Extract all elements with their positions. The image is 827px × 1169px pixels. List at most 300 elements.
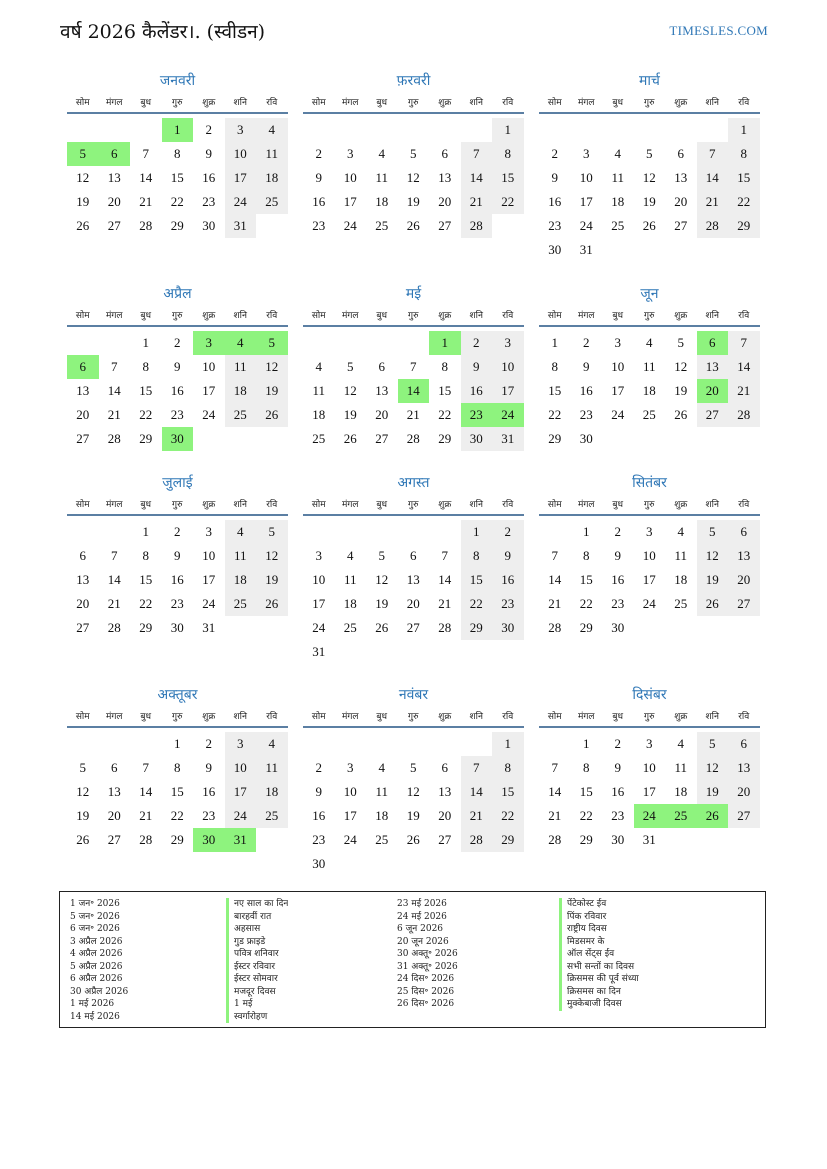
day-cell[interactable]: 20	[728, 780, 760, 804]
day-cell[interactable]: 9	[174, 359, 181, 374]
day-cell[interactable]: 29	[170, 218, 184, 233]
day-cell[interactable]: 23	[611, 808, 625, 823]
day-cell[interactable]: 19	[642, 194, 656, 209]
day-cell[interactable]: 26	[76, 832, 90, 847]
day-cell[interactable]: 29	[170, 832, 184, 847]
day-cell[interactable]: 11	[674, 760, 688, 775]
day-cell[interactable]: 27	[728, 804, 760, 828]
day-cell[interactable]: 23	[579, 407, 593, 422]
day-cell[interactable]: 7	[410, 359, 417, 374]
day-cell[interactable]: 31	[642, 832, 656, 847]
day-cell[interactable]: 6	[410, 548, 417, 563]
day-cell[interactable]: 2	[614, 524, 621, 539]
day-cell[interactable]: 11	[375, 784, 389, 799]
day-cell[interactable]: 21	[107, 596, 121, 611]
day-cell[interactable]: 29	[579, 620, 593, 635]
day-cell[interactable]: 24	[579, 218, 593, 233]
day-cell[interactable]: 4	[256, 732, 288, 756]
day-cell[interactable]: 27	[107, 832, 121, 847]
day-cell[interactable]: 12	[697, 544, 729, 568]
day-cell[interactable]: 27	[438, 832, 452, 847]
day-cell[interactable]: 22	[170, 808, 184, 823]
day-cell[interactable]: 18	[642, 383, 656, 398]
day-cell[interactable]: 12	[256, 355, 288, 379]
day-cell[interactable]: 26	[697, 804, 729, 828]
day-cell[interactable]: 21	[139, 194, 153, 209]
day-cell[interactable]: 18	[312, 407, 326, 422]
day-cell[interactable]: 25	[225, 592, 257, 616]
day-cell[interactable]: 25	[256, 804, 288, 828]
day-cell[interactable]: 24	[343, 832, 357, 847]
day-cell[interactable]: 7	[111, 359, 118, 374]
day-cell[interactable]: 22	[139, 407, 153, 422]
day-cell[interactable]: 17	[642, 784, 656, 799]
day-cell[interactable]: 26	[406, 832, 420, 847]
day-cell[interactable]: 9	[551, 170, 558, 185]
day-cell[interactable]: 2	[205, 736, 212, 751]
day-cell[interactable]: 11	[611, 170, 625, 185]
day-cell[interactable]: 11	[642, 359, 656, 374]
day-cell[interactable]: 8	[142, 548, 149, 563]
day-cell[interactable]: 2	[614, 736, 621, 751]
day-cell[interactable]: 9	[315, 784, 322, 799]
day-cell[interactable]: 11	[375, 170, 389, 185]
day-cell[interactable]: 31	[312, 644, 326, 659]
day-cell[interactable]: 7	[551, 548, 558, 563]
day-cell[interactable]: 10	[202, 548, 216, 563]
day-cell[interactable]: 26	[697, 592, 729, 616]
day-cell[interactable]: 9	[205, 760, 212, 775]
day-cell[interactable]: 16	[461, 379, 493, 403]
day-cell[interactable]: 19	[76, 194, 90, 209]
day-cell[interactable]: 17	[225, 166, 257, 190]
day-cell[interactable]: 15	[139, 572, 153, 587]
day-cell[interactable]: 5	[646, 146, 653, 161]
day-cell[interactable]: 15	[492, 780, 524, 804]
day-cell[interactable]: 12	[697, 756, 729, 780]
day-cell[interactable]: 13	[674, 170, 688, 185]
day-cell[interactable]: 30	[579, 431, 593, 446]
day-cell[interactable]: 25	[343, 620, 357, 635]
day-cell[interactable]: 25	[256, 190, 288, 214]
day-cell[interactable]: 26	[256, 403, 288, 427]
day-cell[interactable]: 29	[548, 431, 562, 446]
day-cell[interactable]: 15	[548, 383, 562, 398]
day-cell[interactable]: 11	[225, 544, 257, 568]
day-cell[interactable]: 8	[142, 359, 149, 374]
day-cell[interactable]: 23	[202, 808, 216, 823]
day-cell[interactable]: 3	[193, 331, 225, 355]
day-cell[interactable]: 13	[76, 572, 90, 587]
day-cell[interactable]: 15	[579, 572, 593, 587]
day-cell[interactable]: 2	[315, 760, 322, 775]
day-cell[interactable]: 22	[579, 808, 593, 823]
day-cell[interactable]: 13	[76, 383, 90, 398]
day-cell[interactable]: 6	[728, 520, 760, 544]
day-cell[interactable]: 25	[225, 403, 257, 427]
day-cell[interactable]: 28	[139, 218, 153, 233]
day-cell[interactable]: 4	[677, 524, 684, 539]
day-cell[interactable]: 10	[202, 359, 216, 374]
day-cell[interactable]: 3	[583, 146, 590, 161]
day-cell[interactable]: 14	[438, 572, 452, 587]
day-cell[interactable]: 1	[429, 331, 461, 355]
day-cell[interactable]: 30	[193, 828, 225, 852]
day-cell[interactable]: 25	[674, 596, 688, 611]
day-cell[interactable]: 14	[461, 166, 493, 190]
day-cell[interactable]: 19	[256, 379, 288, 403]
day-cell[interactable]: 4	[347, 548, 354, 563]
day-cell[interactable]: 1	[142, 335, 149, 350]
day-cell[interactable]: 5	[378, 548, 385, 563]
day-cell[interactable]: 14	[107, 383, 121, 398]
day-cell[interactable]: 13	[438, 784, 452, 799]
day-cell[interactable]: 8	[461, 544, 493, 568]
day-cell[interactable]: 19	[674, 383, 688, 398]
day-cell[interactable]: 16	[312, 808, 326, 823]
day-cell[interactable]: 25	[611, 218, 625, 233]
day-cell[interactable]: 10	[642, 548, 656, 563]
day-cell[interactable]: 29	[461, 616, 493, 640]
day-cell[interactable]: 2	[492, 520, 524, 544]
day-cell[interactable]: 1	[174, 736, 181, 751]
day-cell[interactable]: 17	[579, 194, 593, 209]
day-cell[interactable]: 13	[107, 170, 121, 185]
day-cell[interactable]: 10	[492, 355, 524, 379]
day-cell[interactable]: 18	[343, 596, 357, 611]
day-cell[interactable]: 2	[174, 335, 181, 350]
day-cell[interactable]: 4	[315, 359, 322, 374]
day-cell[interactable]: 19	[76, 808, 90, 823]
day-cell[interactable]: 21	[406, 407, 420, 422]
day-cell[interactable]: 14	[107, 572, 121, 587]
day-cell[interactable]: 21	[548, 808, 562, 823]
day-cell[interactable]: 1	[551, 335, 558, 350]
day-cell[interactable]: 30	[611, 620, 625, 635]
day-cell[interactable]: 7	[461, 756, 493, 780]
day-cell[interactable]: 21	[728, 379, 760, 403]
day-cell[interactable]: 17	[492, 379, 524, 403]
day-cell[interactable]: 3	[614, 335, 621, 350]
day-cell[interactable]: 20	[107, 194, 121, 209]
day-cell[interactable]: 7	[461, 142, 493, 166]
day-cell[interactable]: 13	[438, 170, 452, 185]
day-cell[interactable]: 20	[438, 808, 452, 823]
day-cell[interactable]: 23	[461, 403, 493, 427]
day-cell[interactable]: 19	[406, 194, 420, 209]
day-cell[interactable]: 18	[256, 166, 288, 190]
day-cell[interactable]: 12	[375, 572, 389, 587]
day-cell[interactable]: 27	[674, 218, 688, 233]
day-cell[interactable]: 22	[438, 407, 452, 422]
day-cell[interactable]: 8	[492, 756, 524, 780]
day-cell[interactable]: 22	[548, 407, 562, 422]
day-cell[interactable]: 29	[438, 431, 452, 446]
day-cell[interactable]: 10	[225, 142, 257, 166]
day-cell[interactable]: 3	[347, 146, 354, 161]
day-cell[interactable]: 15	[170, 170, 184, 185]
day-cell[interactable]: 21	[107, 407, 121, 422]
day-cell[interactable]: 4	[614, 146, 621, 161]
day-cell[interactable]: 31	[225, 214, 257, 238]
day-cell[interactable]: 16	[170, 383, 184, 398]
day-cell[interactable]: 23	[548, 218, 562, 233]
day-cell[interactable]: 9	[315, 170, 322, 185]
day-cell[interactable]: 2	[205, 122, 212, 137]
day-cell[interactable]: 28	[461, 214, 493, 238]
day-cell[interactable]: 30	[312, 856, 326, 871]
day-cell[interactable]: 10	[225, 756, 257, 780]
day-cell[interactable]: 27	[375, 431, 389, 446]
day-cell[interactable]: 26	[674, 407, 688, 422]
day-cell[interactable]: 5	[256, 520, 288, 544]
day-cell[interactable]: 10	[642, 760, 656, 775]
day-cell[interactable]: 23	[611, 596, 625, 611]
day-cell[interactable]: 27	[107, 218, 121, 233]
day-cell[interactable]: 25	[375, 218, 389, 233]
day-cell[interactable]: 9	[205, 146, 212, 161]
day-cell[interactable]: 16	[312, 194, 326, 209]
day-cell[interactable]: 11	[343, 572, 357, 587]
day-cell[interactable]: 14	[139, 170, 153, 185]
day-cell[interactable]: 10	[343, 784, 357, 799]
day-cell[interactable]: 8	[583, 760, 590, 775]
day-cell[interactable]: 20	[76, 407, 90, 422]
day-cell[interactable]: 14	[461, 780, 493, 804]
day-cell[interactable]: 18	[674, 784, 688, 799]
day-cell[interactable]: 30	[461, 427, 493, 451]
day-cell[interactable]: 28	[548, 620, 562, 635]
day-cell[interactable]: 23	[492, 592, 524, 616]
day-cell[interactable]: 3	[347, 760, 354, 775]
day-cell[interactable]: 19	[697, 568, 729, 592]
day-cell[interactable]: 22	[579, 596, 593, 611]
day-cell[interactable]: 30	[170, 620, 184, 635]
day-cell[interactable]: 10	[343, 170, 357, 185]
day-cell[interactable]: 23	[202, 194, 216, 209]
day-cell[interactable]: 28	[107, 620, 121, 635]
day-cell[interactable]: 4	[225, 520, 257, 544]
day-cell[interactable]: 21	[139, 808, 153, 823]
day-cell[interactable]: 30	[611, 832, 625, 847]
day-cell[interactable]: 9	[492, 544, 524, 568]
day-cell[interactable]: 10	[312, 572, 326, 587]
day-cell[interactable]: 13	[107, 784, 121, 799]
day-cell[interactable]: 18	[225, 379, 257, 403]
day-cell[interactable]: 5	[347, 359, 354, 374]
day-cell[interactable]: 29	[579, 832, 593, 847]
day-cell[interactable]: 30	[548, 242, 562, 257]
day-cell[interactable]: 14	[697, 166, 729, 190]
day-cell[interactable]: 21	[697, 190, 729, 214]
day-cell[interactable]: 2	[461, 331, 493, 355]
day-cell[interactable]: 13	[728, 544, 760, 568]
day-cell[interactable]: 5	[410, 146, 417, 161]
day-cell[interactable]: 6	[697, 331, 729, 355]
day-cell[interactable]: 17	[225, 780, 257, 804]
day-cell[interactable]: 22	[139, 596, 153, 611]
day-cell[interactable]: 28	[697, 214, 729, 238]
day-cell[interactable]: 21	[548, 596, 562, 611]
day-cell[interactable]: 7	[551, 760, 558, 775]
day-cell[interactable]: 27	[76, 431, 90, 446]
day-cell[interactable]: 1	[728, 118, 760, 142]
day-cell[interactable]: 24	[312, 620, 326, 635]
day-cell[interactable]: 16	[492, 568, 524, 592]
day-cell[interactable]: 21	[461, 190, 493, 214]
day-cell[interactable]: 27	[697, 403, 729, 427]
day-cell[interactable]: 13	[375, 383, 389, 398]
day-cell[interactable]: 15	[728, 166, 760, 190]
day-cell[interactable]: 17	[642, 572, 656, 587]
day-cell[interactable]: 19	[375, 596, 389, 611]
day-cell[interactable]: 1	[162, 118, 194, 142]
day-cell[interactable]: 31	[492, 427, 524, 451]
day-cell[interactable]: 18	[256, 780, 288, 804]
day-cell[interactable]: 7	[142, 760, 149, 775]
day-cell[interactable]: 15	[139, 383, 153, 398]
day-cell[interactable]: 11	[312, 383, 326, 398]
day-cell[interactable]: 27	[406, 620, 420, 635]
day-cell[interactable]: 25	[642, 407, 656, 422]
day-cell[interactable]: 23	[312, 832, 326, 847]
day-cell[interactable]: 14	[139, 784, 153, 799]
day-cell[interactable]: 4	[646, 335, 653, 350]
day-cell[interactable]: 5	[410, 760, 417, 775]
day-cell[interactable]: 15	[579, 784, 593, 799]
day-cell[interactable]: 16	[202, 170, 216, 185]
day-cell[interactable]: 11	[256, 142, 288, 166]
day-cell[interactable]: 5	[67, 142, 99, 166]
day-cell[interactable]: 6	[79, 548, 86, 563]
day-cell[interactable]: 28	[461, 828, 493, 852]
day-cell[interactable]: 14	[548, 784, 562, 799]
day-cell[interactable]: 17	[202, 383, 216, 398]
day-cell[interactable]: 3	[646, 736, 653, 751]
day-cell[interactable]: 3	[225, 118, 257, 142]
day-cell[interactable]: 3	[492, 331, 524, 355]
day-cell[interactable]: 5	[697, 732, 729, 756]
day-cell[interactable]: 18	[225, 568, 257, 592]
day-cell[interactable]: 20	[107, 808, 121, 823]
day-cell[interactable]: 9	[614, 760, 621, 775]
day-cell[interactable]: 6	[67, 355, 99, 379]
day-cell[interactable]: 24	[634, 804, 666, 828]
day-cell[interactable]: 20	[674, 194, 688, 209]
day-cell[interactable]: 22	[492, 804, 524, 828]
day-cell[interactable]: 18	[611, 194, 625, 209]
day-cell[interactable]: 24	[611, 407, 625, 422]
day-cell[interactable]: 6	[677, 146, 684, 161]
day-cell[interactable]: 17	[202, 572, 216, 587]
day-cell[interactable]: 26	[343, 431, 357, 446]
day-cell[interactable]: 9	[461, 355, 493, 379]
day-cell[interactable]: 22	[728, 190, 760, 214]
day-cell[interactable]: 4	[677, 736, 684, 751]
day-cell[interactable]: 1	[492, 732, 524, 756]
day-cell[interactable]: 14	[398, 379, 430, 403]
day-cell[interactable]: 17	[343, 808, 357, 823]
day-cell[interactable]: 2	[551, 146, 558, 161]
day-cell[interactable]: 4	[378, 146, 385, 161]
day-cell[interactable]: 13	[728, 756, 760, 780]
day-cell[interactable]: 12	[406, 170, 420, 185]
day-cell[interactable]: 2	[174, 524, 181, 539]
day-cell[interactable]: 19	[343, 407, 357, 422]
day-cell[interactable]: 26	[406, 218, 420, 233]
day-cell[interactable]: 4	[378, 760, 385, 775]
day-cell[interactable]: 8	[174, 146, 181, 161]
day-cell[interactable]: 13	[406, 572, 420, 587]
day-cell[interactable]: 11	[674, 548, 688, 563]
day-cell[interactable]: 1	[492, 118, 524, 142]
day-cell[interactable]: 5	[256, 331, 288, 355]
day-cell[interactable]: 20	[438, 194, 452, 209]
day-cell[interactable]: 23	[312, 218, 326, 233]
day-cell[interactable]: 24	[202, 407, 216, 422]
day-cell[interactable]: 23	[170, 596, 184, 611]
day-cell[interactable]: 28	[107, 431, 121, 446]
day-cell[interactable]: 26	[642, 218, 656, 233]
day-cell[interactable]: 7	[697, 142, 729, 166]
day-cell[interactable]: 29	[139, 431, 153, 446]
day-cell[interactable]: 8	[728, 142, 760, 166]
day-cell[interactable]: 16	[170, 572, 184, 587]
day-cell[interactable]: 31	[202, 620, 216, 635]
day-cell[interactable]: 5	[697, 520, 729, 544]
day-cell[interactable]: 5	[677, 335, 684, 350]
day-cell[interactable]: 25	[312, 431, 326, 446]
day-cell[interactable]: 8	[174, 760, 181, 775]
day-cell[interactable]: 9	[583, 359, 590, 374]
day-cell[interactable]: 17	[343, 194, 357, 209]
day-cell[interactable]: 6	[111, 760, 118, 775]
day-cell[interactable]: 12	[642, 170, 656, 185]
brand-link[interactable]: TIMESLES.COM	[669, 23, 768, 38]
day-cell[interactable]: 25	[665, 804, 697, 828]
day-cell[interactable]: 31	[579, 242, 593, 257]
day-cell[interactable]: 1	[583, 524, 590, 539]
day-cell[interactable]: 28	[548, 832, 562, 847]
day-cell[interactable]: 4	[225, 331, 257, 355]
day-cell[interactable]: 8	[551, 359, 558, 374]
day-cell[interactable]: 30	[492, 616, 524, 640]
day-cell[interactable]: 21	[438, 596, 452, 611]
day-cell[interactable]: 16	[548, 194, 562, 209]
day-cell[interactable]: 6	[99, 142, 131, 166]
day-cell[interactable]: 1	[142, 524, 149, 539]
day-cell[interactable]: 24	[343, 218, 357, 233]
day-cell[interactable]: 24	[225, 190, 257, 214]
day-cell[interactable]: 12	[343, 383, 357, 398]
day-cell[interactable]: 19	[256, 568, 288, 592]
day-cell[interactable]: 11	[256, 756, 288, 780]
day-cell[interactable]: 15	[438, 383, 452, 398]
day-cell[interactable]: 3	[225, 732, 257, 756]
day-cell[interactable]: 28	[139, 832, 153, 847]
day-cell[interactable]: 7	[728, 331, 760, 355]
day-cell[interactable]: 3	[646, 524, 653, 539]
day-cell[interactable]: 2	[315, 146, 322, 161]
day-cell[interactable]: 12	[256, 544, 288, 568]
day-cell[interactable]: 7	[111, 548, 118, 563]
day-cell[interactable]: 7	[441, 548, 448, 563]
day-cell[interactable]: 12	[76, 170, 90, 185]
day-cell[interactable]: 16	[611, 784, 625, 799]
day-cell[interactable]: 15	[170, 784, 184, 799]
day-cell[interactable]: 24	[225, 804, 257, 828]
day-cell[interactable]: 30	[162, 427, 194, 451]
